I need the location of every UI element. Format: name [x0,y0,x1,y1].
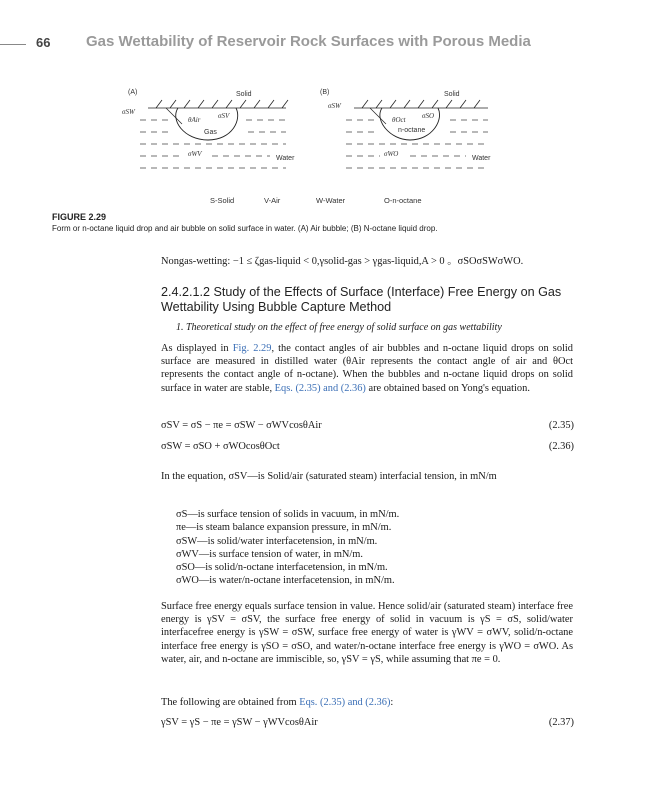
panel-a-water-dashes [140,120,286,168]
panel-a-gas-label: Gas [204,129,217,136]
nongas-wetting-condition: Nongas-wetting: −1 ≤ ζgas-liquid < 0,γsolid-gas > γgas-liquid,A > 0 。σSOσSWσWO. [161,256,524,267]
panel-b-solid-surface [354,100,488,108]
panel-b-tangent [370,108,386,124]
panel-a-water-label: Water [276,155,295,162]
panel-a-sigma-wv: σWV [188,150,202,158]
running-title: Gas Wettability of Reservoir Rock Surfaces with Porous Media [86,33,531,50]
figure-2-29-diagram [100,80,520,192]
panel-b-water-label: Water [472,155,491,162]
panel-b-solid-label: Solid [444,91,460,98]
panel-a-sigma-sw: σSW [122,108,135,116]
panel-a-theta: θAir [188,116,201,124]
paragraph-1 [161,342,573,395]
definition-item: σS—is surface tension of solids in vacuum, in mN/m. [176,509,400,520]
panel-a-tag: (A) [128,89,138,96]
paragraph-1-text-a: As displayed in [161,343,233,354]
definition-item: σSO—is solid/n-octane interfacetension, in mN/m. [176,562,388,574]
definition-item: σSW—is solid/water interfacetension, in mN/m. [176,535,378,547]
panel-a-solid-surface [148,100,288,108]
panel-b-sigma-wo: σWO [384,150,399,158]
paragraph-2: In the equation, σSV—is Solid/air (saturated steam) interfacial tension, in mN/m [161,471,497,482]
page-number: 66 [36,35,51,50]
figure-2-29-link[interactable]: Fig. 2.29 [232,343,272,354]
figure-caption: Form or n-octane liquid drop and air bubble on solid surface in water. (A) Air bubble; (B) N-octane liquid drop. [52,224,438,233]
panel-b-sigma-so: σSO [422,112,435,120]
equation-2-36-number: (2.36) [548,441,574,452]
legend-solid: S-Solid [210,196,235,205]
panel-b-sigma-sw: σSW [328,102,341,110]
definition-list [176,508,399,588]
equation-2-37-number: (2.37) [548,717,574,728]
equation-2-36: σSW = σSO + σWOcosθOct [161,441,280,452]
paragraph-4 [161,696,573,709]
equation-2-35-number: (2.35) [548,420,574,431]
legend-air: V-Air [264,196,281,205]
panel-b [320,89,491,168]
panel-b-theta: θOct [392,116,406,124]
equation-2-35: σSV = σS − πe = σSW − σWVcosθAir [161,420,322,431]
section-heading: 2.4.2.1.2 Study of the Effects of Surface (Interface) Free Energy on Gas Wettability Using Bubble Capture Method [161,285,562,314]
eqs-2-35-2-36-link-2[interactable]: Eqs. (2.35) and (2.36) [299,697,391,708]
panel-b-tag: (B) [320,89,330,96]
paragraph-4-text-a: The following are obtained from [161,697,300,708]
definition-item: σWV—is surface tension of water, in mN/m. [176,548,363,560]
panel-a-solid-label: Solid [236,91,252,98]
header-rule [0,44,26,45]
paragraph-1-text-b: , the contact angles of air bubbles and n-octane liquid drops on solid surface are measured in distilled water (θAir represents the contact angle of air and θOct represents the contact angle of n-octane). When the bubbles and n-octane liquid drops on solid surface in water are stable, [161,343,573,394]
panel-a-tangent [166,108,182,124]
eqs-2-35-2-36-link[interactable]: Eqs. (2.35) and (2.36) [274,382,366,394]
equation-2-37: γSV = γS − πe = γSW − γWVcosθAir [161,717,318,728]
paragraph-3: Surface free energy equals surface tension in value. Hence solid/air (saturated steam) interface free energy is γSV = σSV, the surface free energy of solid in vacuum is γS = σS, solid/water interfacefree energy is γSW = σSW, surface free energy of water is γWV = σWV, solid/n-octane interface free energy is γSO = σSO, and water/n-octane interface free energy is γWO = σWO. As water, air, and n-octane are immiscible, so, γSV = γS, while assuming that πe = 0. [161,601,573,665]
figure-label: FIGURE 2.29 [52,212,107,222]
definition-item: πe—is steam balance expansion pressure, in mN/m. [176,522,392,534]
panel-a [122,89,295,168]
panel-a-sigma-sv: σSV [218,112,230,120]
legend-water: W-Water [316,196,346,205]
subsection-heading: 1. Theoretical study on the effect of free energy of solid surface on gas wettability [176,322,502,333]
definition-item: σWO—is water/n-octane interfacetension, in mN/m. [176,575,395,587]
panel-b-octane-label: n-octane [398,127,426,134]
legend-octane: O-n-octane [384,196,422,205]
paragraph-1-text-c: are obtained based on Yong's equation. [365,382,530,394]
paragraph-4-text-b: : [390,697,394,708]
